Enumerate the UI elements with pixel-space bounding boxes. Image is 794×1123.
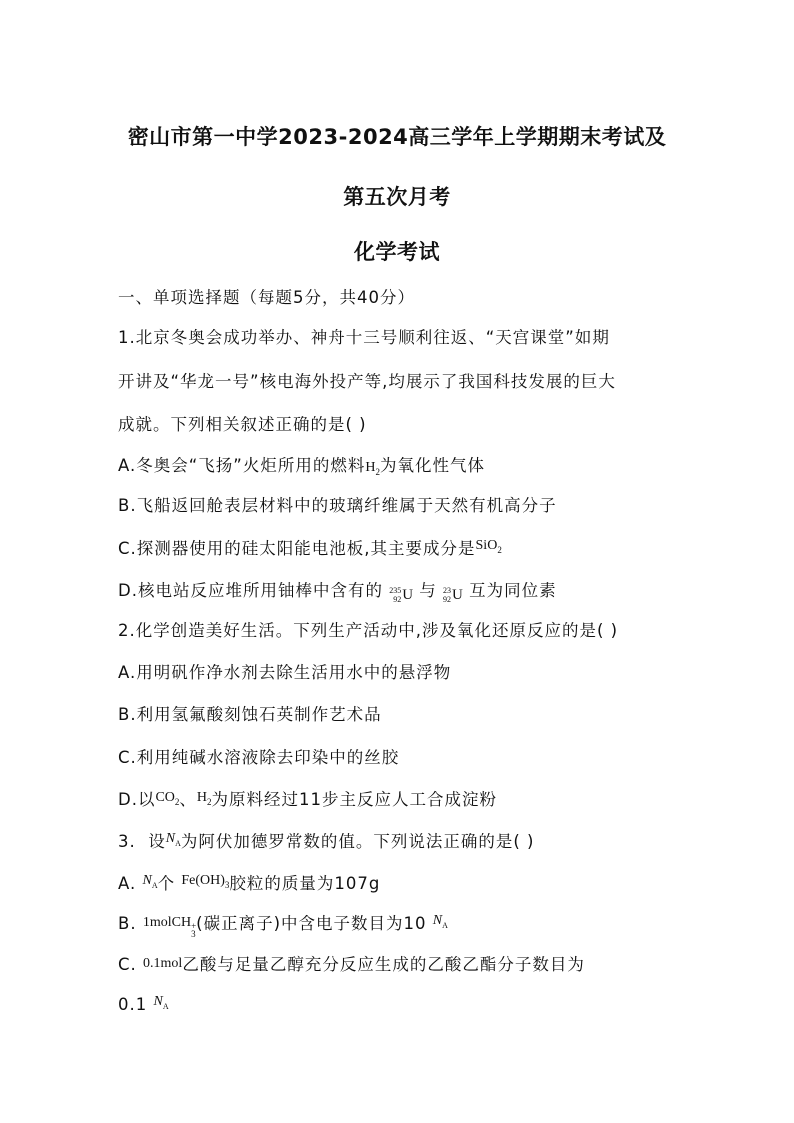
q3-na-symbol: NA [165,831,181,848]
q3-stem-post: 为阿伏加德罗常数的值。下列说法正确的是( ) [180,832,535,851]
q1-d-isotope-23 [443,586,463,604]
q2-d-f2-sub: 2 [207,796,212,807]
q1-d-isotope-235 [389,586,413,604]
q3-c-label: C. [118,955,137,974]
q3-b-text: (碳正离子)中含电子数目为10 [196,914,427,933]
q3-b-label: B. [118,914,137,933]
q3-stem [118,828,718,852]
q3-option-c [118,951,718,975]
exam-title-line2: 第五次月考 [343,185,451,209]
q2-option-d [118,786,718,810]
q1-a-text-post: 为氧化性气体 [379,456,485,475]
exam-title-line1: 密山市第一中学2023-2024高三学年上学期期末考试及 [127,125,667,149]
q3-a-formula [181,873,229,888]
q2-d-text: D.以 [118,790,156,809]
q1-a-formula-sub: 2 [375,466,380,477]
q3-c-text: 乙酸与足量乙醇充分反应生成的乙酸乙酯分子数目为 [182,955,585,974]
q1-d-iso1-symbol: U [402,586,414,603]
q2-d-f2-main: H [196,790,208,805]
q1-d-iso1-mass: 235 [389,586,402,595]
q1-stem-line1: 1.北京冬奥会成功举办、神舟十三号顺利往返、“天宫课堂”如期 [118,328,610,347]
q1-option-d [118,577,718,604]
q2-d-formula-h2 [197,790,212,805]
q2-option-b: B.利用氢氟酸刻蚀石英制作艺术品 [118,705,382,724]
q1-a-text: A.冬奥会“飞扬”火炬所用的燃料 [118,456,366,475]
q1-c-text: C.探测器使用的硅太阳能电池板,其主要成分是 [118,539,476,558]
exam-subject-title: 化学考试 [354,240,440,264]
q3-c-na-symbol: NA [153,994,169,1011]
q3-a-formula-sub: 3 [224,879,230,890]
section-heading: 一、单项选择题（每题5分，共40分） [118,288,415,307]
q3-option-a [118,870,718,894]
q1-a-formula-h: H [365,460,376,475]
q3-a-label: A. [118,874,137,893]
q1-d-iso2-z: 92 [443,595,452,604]
q2-d-text-post: 为原料经过11步主反应人工合成淀粉 [211,790,498,809]
q2-d-f1-main: CO [155,790,175,805]
q1-option-a [118,452,718,477]
q1-d-iso2-mass: 23 [443,586,452,595]
q1-c-formula-sub: 2 [497,544,502,555]
q1-d-iso2-symbol: U [452,586,463,603]
q1-option-c [118,535,718,559]
q1-d-iso1-z: 92 [393,595,402,604]
q3-a-text-post: 胶粒的质量为107g [229,874,381,893]
q3-b-formula-sub: 3 [191,929,196,939]
q3-b-formula-main: 1molCH [142,915,192,930]
q1-c-formula-main: SiO [475,538,498,553]
q1-d-text-mid: 与 [419,581,437,600]
q1-stem-line2: 开讲及“华龙一号”核电海外投产等,均展示了我国科技发展的巨大 [118,372,616,391]
q1-d-text: D.核电站反应堆所用铀棒中含有的 [118,581,383,600]
q3-option-c-continuation [118,994,718,1014]
q3-c-value: 0.1 [118,995,148,1014]
q2-option-a: A.用明矾作净水剂去除生活用水中的悬浮物 [118,663,452,682]
q1-c-formula [476,538,502,553]
q2-d-formula-co2 [155,790,179,805]
q3-option-b [118,910,718,938]
q3-a-text-mid: 个 [157,874,176,893]
q2-d-separator: 、 [179,790,197,809]
q2-stem: 2.化学创造美好生活。下列生产活动中,涉及氧化还原反应的是( ) [118,621,619,640]
q1-a-formula [365,460,380,475]
q3-b-formula-sup: + [191,921,197,931]
q1-stem-line3: 成就。下列相关叙述正确的是( ) [118,415,367,434]
q3-c-formula: 0.1mol [143,956,183,971]
q3-stem-pre: 3. 设 [118,832,166,851]
q3-a-na-symbol: NA [142,873,158,890]
q1-d-text-post: 互为同位素 [469,581,557,600]
q2-option-c: C.利用纯碱水溶液除去印染中的丝胶 [118,748,400,767]
q2-d-f1-sub: 2 [174,796,180,807]
q1-option-b: B.飞船返回舱表层材料中的玻璃纤维属于天然有机高分子 [118,496,557,515]
q3-a-formula-main: Fe(OH) [181,873,225,888]
q3-b-na-symbol: NA [432,913,448,930]
q3-b-formula [142,915,197,939]
